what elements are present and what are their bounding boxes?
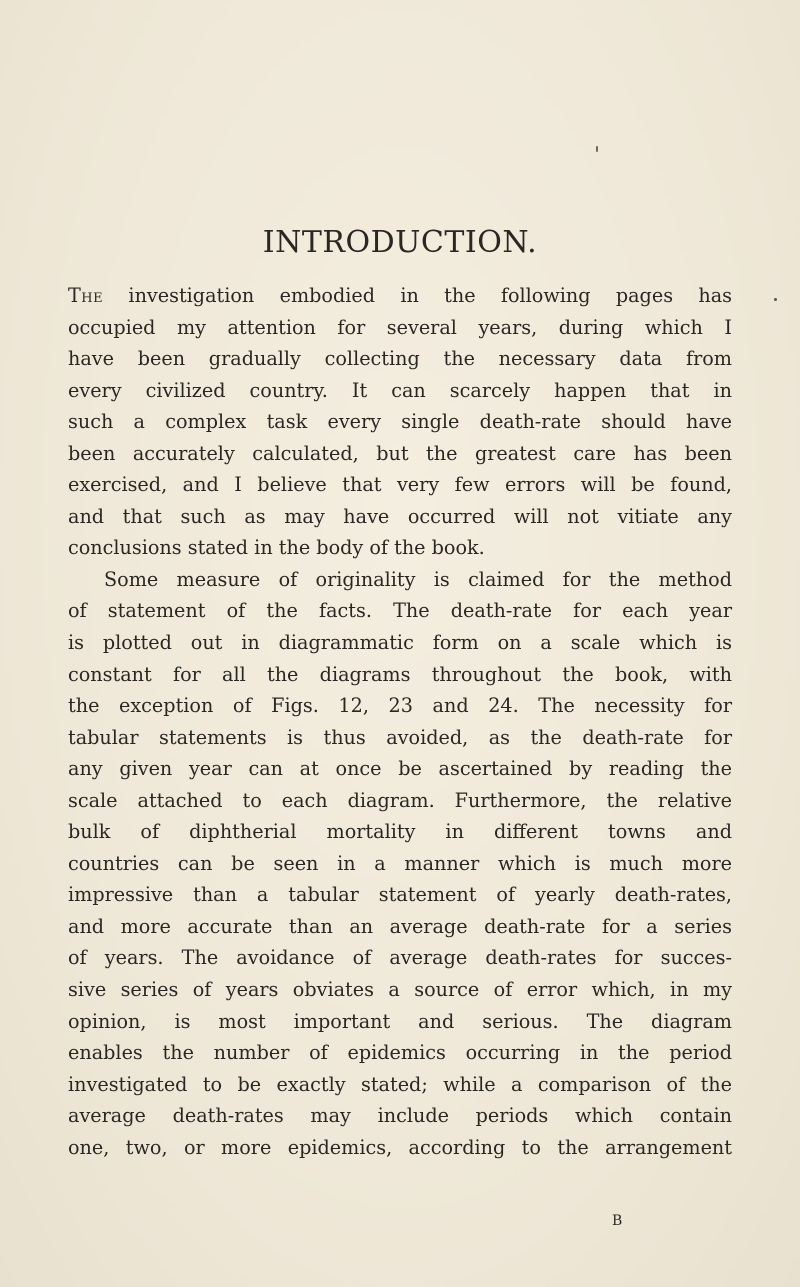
text-line: investigated to be exactly stated; while a comparison of the <box>68 1072 732 1096</box>
signature-mark: B <box>612 1213 623 1229</box>
paper-speck <box>596 146 598 152</box>
text-line: average death-rates may include periods which contain <box>68 1104 732 1128</box>
text-line: exercised, and I believe that very few errors will be found, <box>68 473 732 497</box>
page-title: INTRODUCTION. <box>262 225 538 260</box>
body-text <box>68 280 732 1163</box>
text-line: scale attached to each diagram. Furthermore, the relative <box>68 788 732 812</box>
text-line: and more accurate than an average death-rate for a series <box>68 914 732 938</box>
text-line: any given year can at once be ascertained by reading the <box>68 757 732 781</box>
text-line: opinion, is most important and serious. The diagram <box>68 1009 732 1033</box>
text-line: occupied my attention for several years, during which I <box>68 315 732 339</box>
text-line: have been gradually collecting the necessary data from <box>68 347 732 371</box>
text-line: the exception of Figs. 12, 23 and 24. The necessity for <box>68 694 732 718</box>
text-line: bulk of diphtherial mortality in different towns and <box>68 820 732 844</box>
text-line: of years. The avoidance of average death-rates for succes- <box>68 946 732 970</box>
text-line: been accurately calculated, but the greatest care has been <box>68 441 732 465</box>
text-line: tabular statements is thus avoided, as the death-rate for <box>68 725 732 749</box>
text-line: is plotted out in diagrammatic form on a scale which is <box>68 631 732 655</box>
text-line: countries can be seen in a manner which is much more <box>68 851 732 875</box>
text-line: constant for all the diagrams throughout the book, with <box>68 662 732 686</box>
text-line: such a complex task every single death-rate should have <box>68 410 732 434</box>
text-line: sive series of years obviates a source of error which, in my <box>68 978 732 1002</box>
text-line: enables the number of epidemics occurring in the period <box>68 1041 732 1065</box>
text-line: conclusions stated in the body of the book. <box>68 536 485 560</box>
text-line: impressive than a tabular statement of yearly death-rates, <box>68 883 732 907</box>
text-line: Some measure of originality is claimed for the method <box>104 567 732 591</box>
text-line: one, two, or more epidemics, according to the arrangement <box>68 1135 732 1159</box>
text-line: of statement of the facts. The death-rate for each year <box>68 599 732 623</box>
text-line <box>68 280 732 312</box>
lead-word: The <box>68 284 104 307</box>
margin-mark <box>774 298 777 301</box>
text-line: and that such as may have occurred will not vitiate any <box>68 504 732 528</box>
text-line: every civilized country. It can scarcely happen that in <box>68 378 732 402</box>
text-line-content: investigation embodied in the following pages has <box>103 284 732 307</box>
